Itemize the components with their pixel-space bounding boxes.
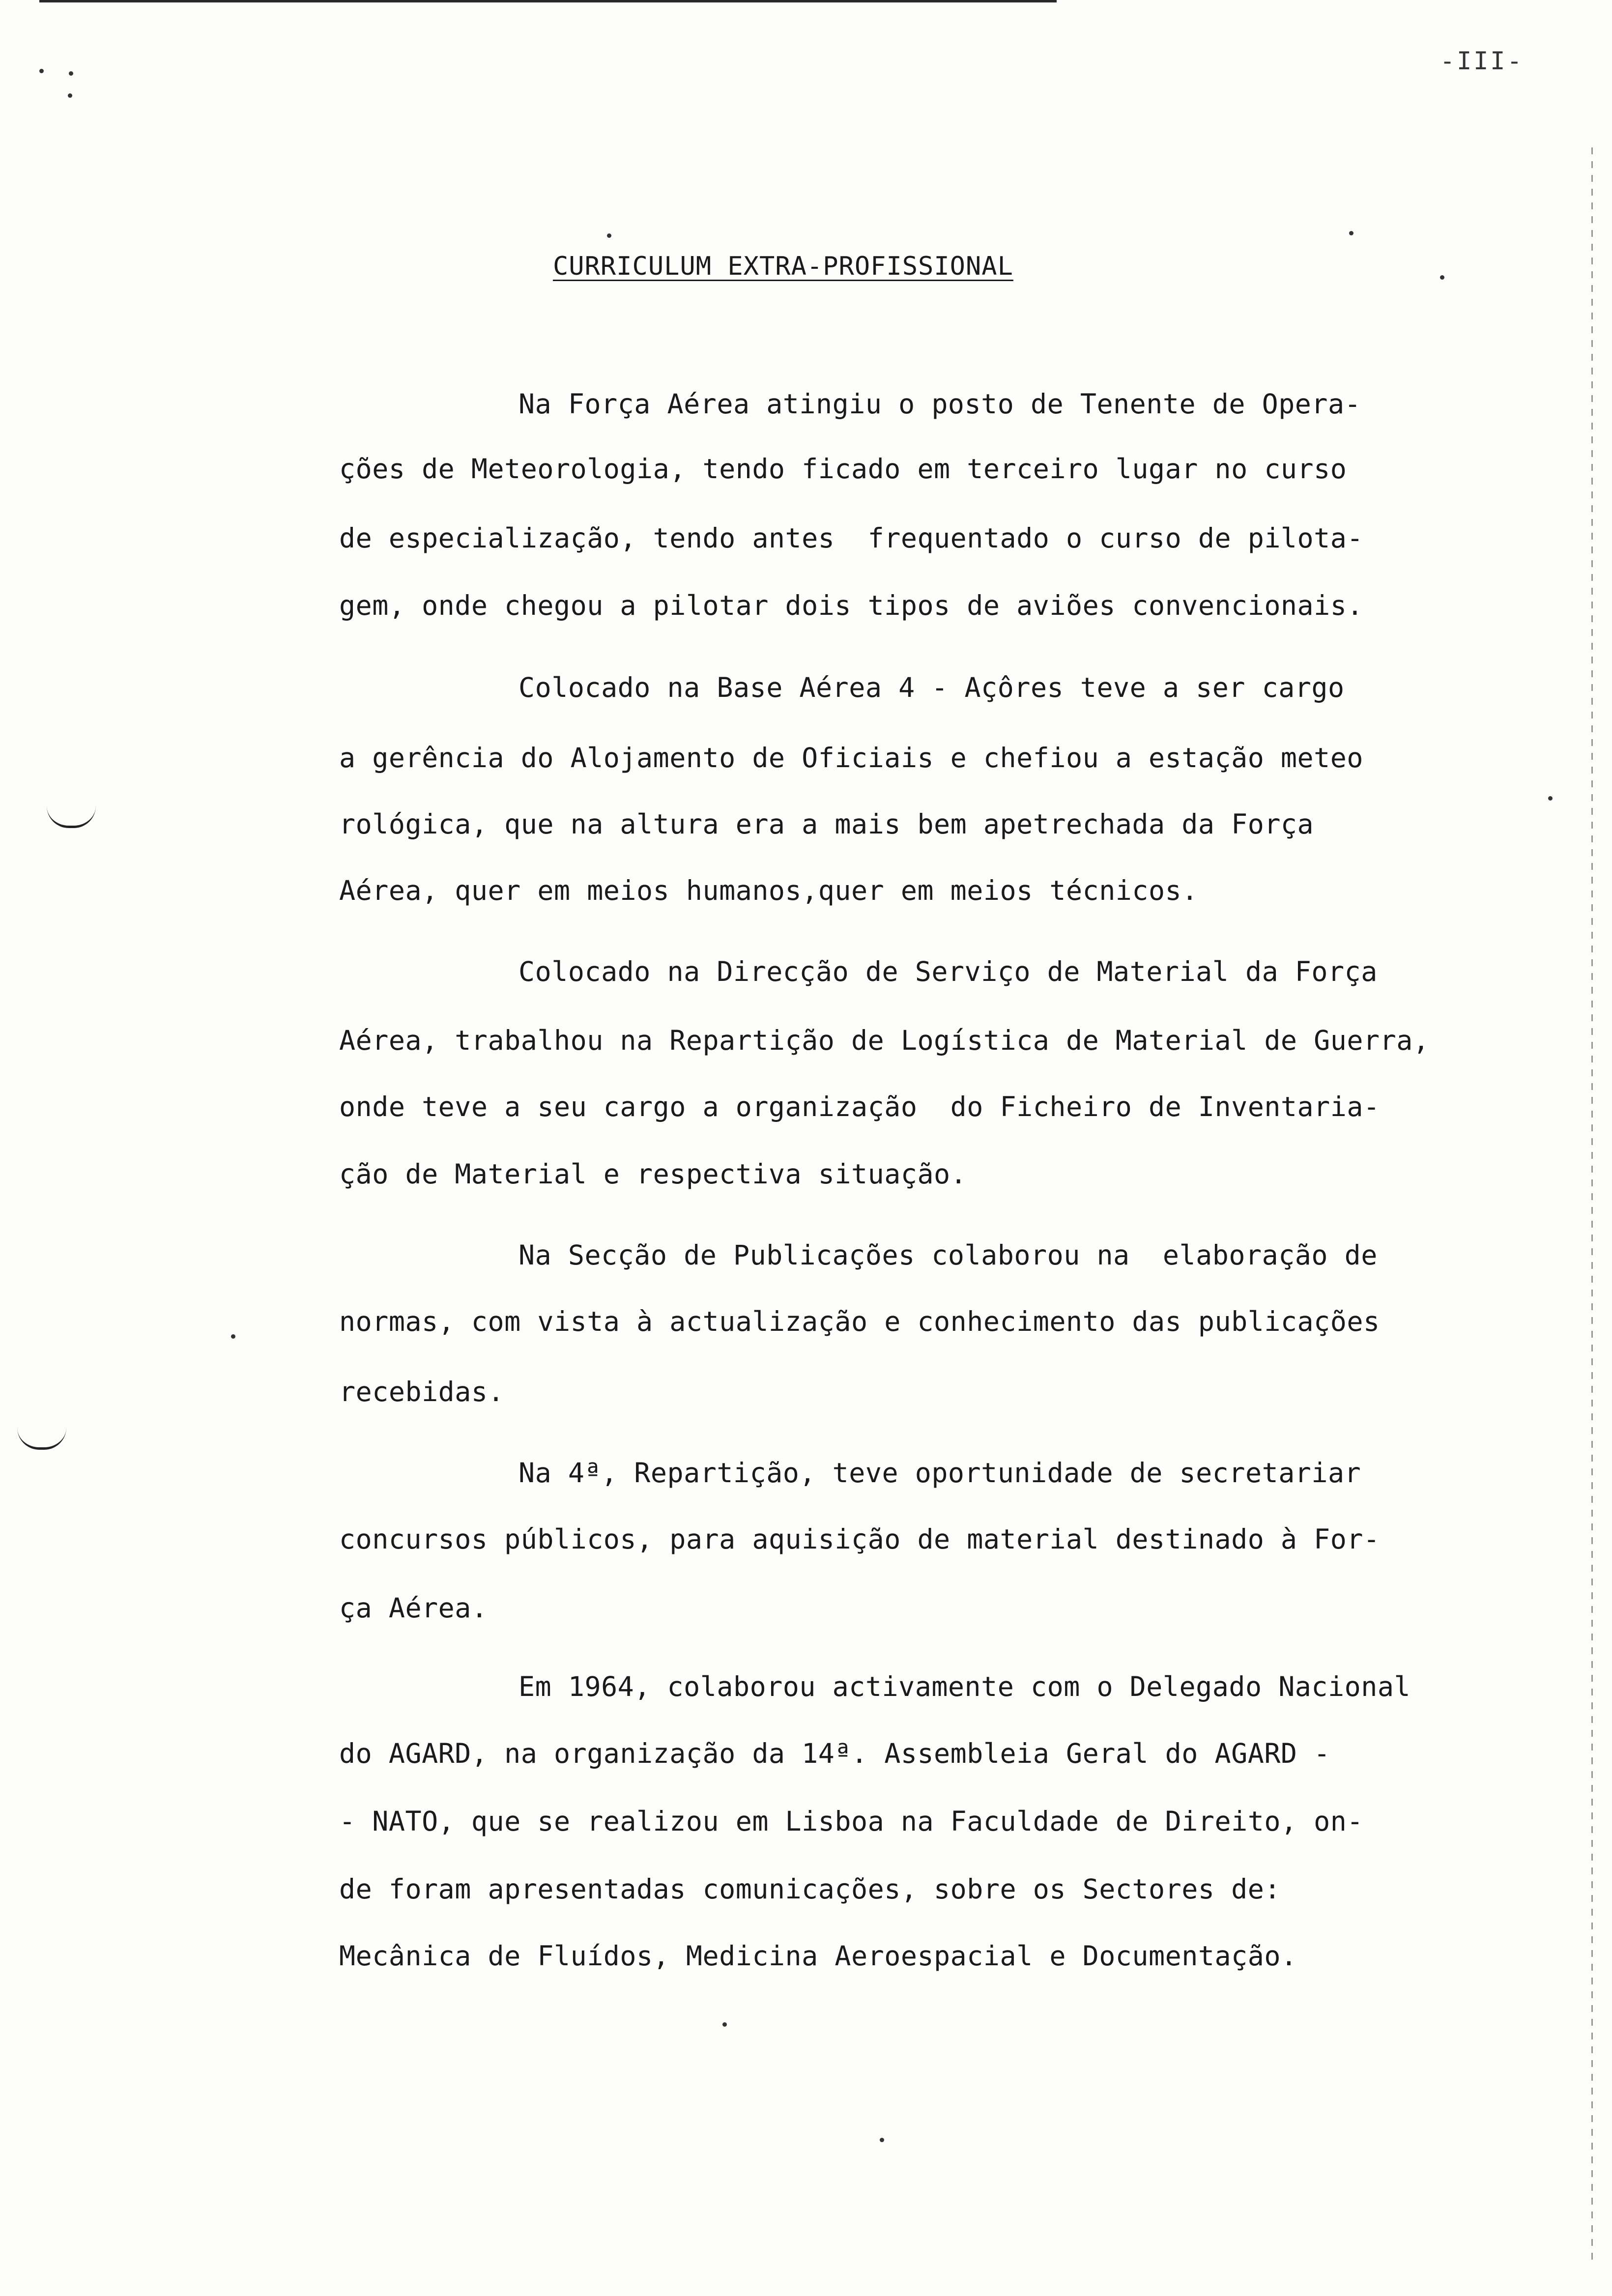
paragraph-line: - NATO, que se realizou em Lisboa na Faculdade de Direito, on- <box>339 1806 1363 1837</box>
scan-speck <box>1440 275 1444 280</box>
scan-speck <box>722 2022 727 2027</box>
paragraph-line: normas, com vista à actualização e conhecimento das publicações <box>339 1306 1380 1337</box>
paragraph-line: Colocado na Direcção de Serviço de Material da Força <box>518 956 1378 987</box>
paragraph-line: Colocado na Base Aérea 4 - Açôres teve a ser cargo <box>518 672 1345 703</box>
scan-speck <box>39 69 44 73</box>
page-number: -III- <box>1440 47 1524 75</box>
paragraph-line: ça Aérea. <box>339 1592 488 1624</box>
scan-speck <box>69 71 73 76</box>
scan-speck <box>1548 796 1553 801</box>
paragraph-line: Em 1964, colaborou activamente com o Delegado Nacional <box>518 1671 1411 1702</box>
paragraph-line: ção de Material e respectiva situação. <box>339 1158 967 1190</box>
scan-speck <box>68 93 72 98</box>
paragraph-line: gem, onde chegou a pilotar dois tipos de aviões convencionais. <box>339 590 1363 621</box>
paragraph-line: rológica, que na altura era a mais bem apetrechada da Força <box>339 808 1314 840</box>
paragraph-line: Aérea, quer em meios humanos,quer em meios técnicos. <box>339 875 1198 906</box>
scan-speck <box>607 233 611 238</box>
paragraph-line: Na 4ª, Repartição, teve oportunidade de secretariar <box>518 1457 1361 1489</box>
left-margin-mark <box>17 1428 66 1450</box>
paragraph-line: Mecânica de Fluídos, Medicina Aeroespacial e Documentação. <box>339 1940 1297 1972</box>
top-edge-rule <box>39 0 1057 2</box>
paragraph-line: recebidas. <box>339 1376 505 1407</box>
paragraph-line: de foram apresentadas comunicações, sobre os Sectores de: <box>339 1873 1281 1905</box>
paragraph-line: onde teve a seu cargo a organização do Ficheiro de Inventaria- <box>339 1091 1380 1122</box>
paragraph-line: do AGARD, na organização da 14ª. Assembleia Geral do AGARD - <box>339 1738 1330 1769</box>
paragraph-line: concursos públicos, para aquisição de material destinado à For- <box>339 1523 1380 1555</box>
paragraph-line: a gerência do Alojamento de Oficiais e chefiou a estação meteo <box>339 742 1363 774</box>
right-margin-edge <box>1591 147 1593 2261</box>
paragraph-line: ções de Meteorologia, tendo ficado em terceiro lugar no curso <box>339 453 1347 485</box>
left-margin-mark <box>47 806 96 828</box>
scan-speck <box>1349 231 1353 235</box>
document-title: CURRICULUM EXTRA-PROFISSIONAL <box>553 252 1013 281</box>
paragraph-line: Na Secção de Publicações colaborou na elaboração de <box>518 1239 1378 1271</box>
paragraph-line: de especialização, tendo antes frequentado o curso de pilota- <box>339 522 1363 554</box>
scan-speck <box>880 2138 884 2142</box>
scan-speck <box>231 1334 235 1339</box>
paragraph-line: Aérea, trabalhou na Repartição de Logística de Material de Guerra, <box>339 1025 1430 1056</box>
paragraph-line: Na Força Aérea atingiu o posto de Tenente de Opera- <box>518 388 1361 420</box>
